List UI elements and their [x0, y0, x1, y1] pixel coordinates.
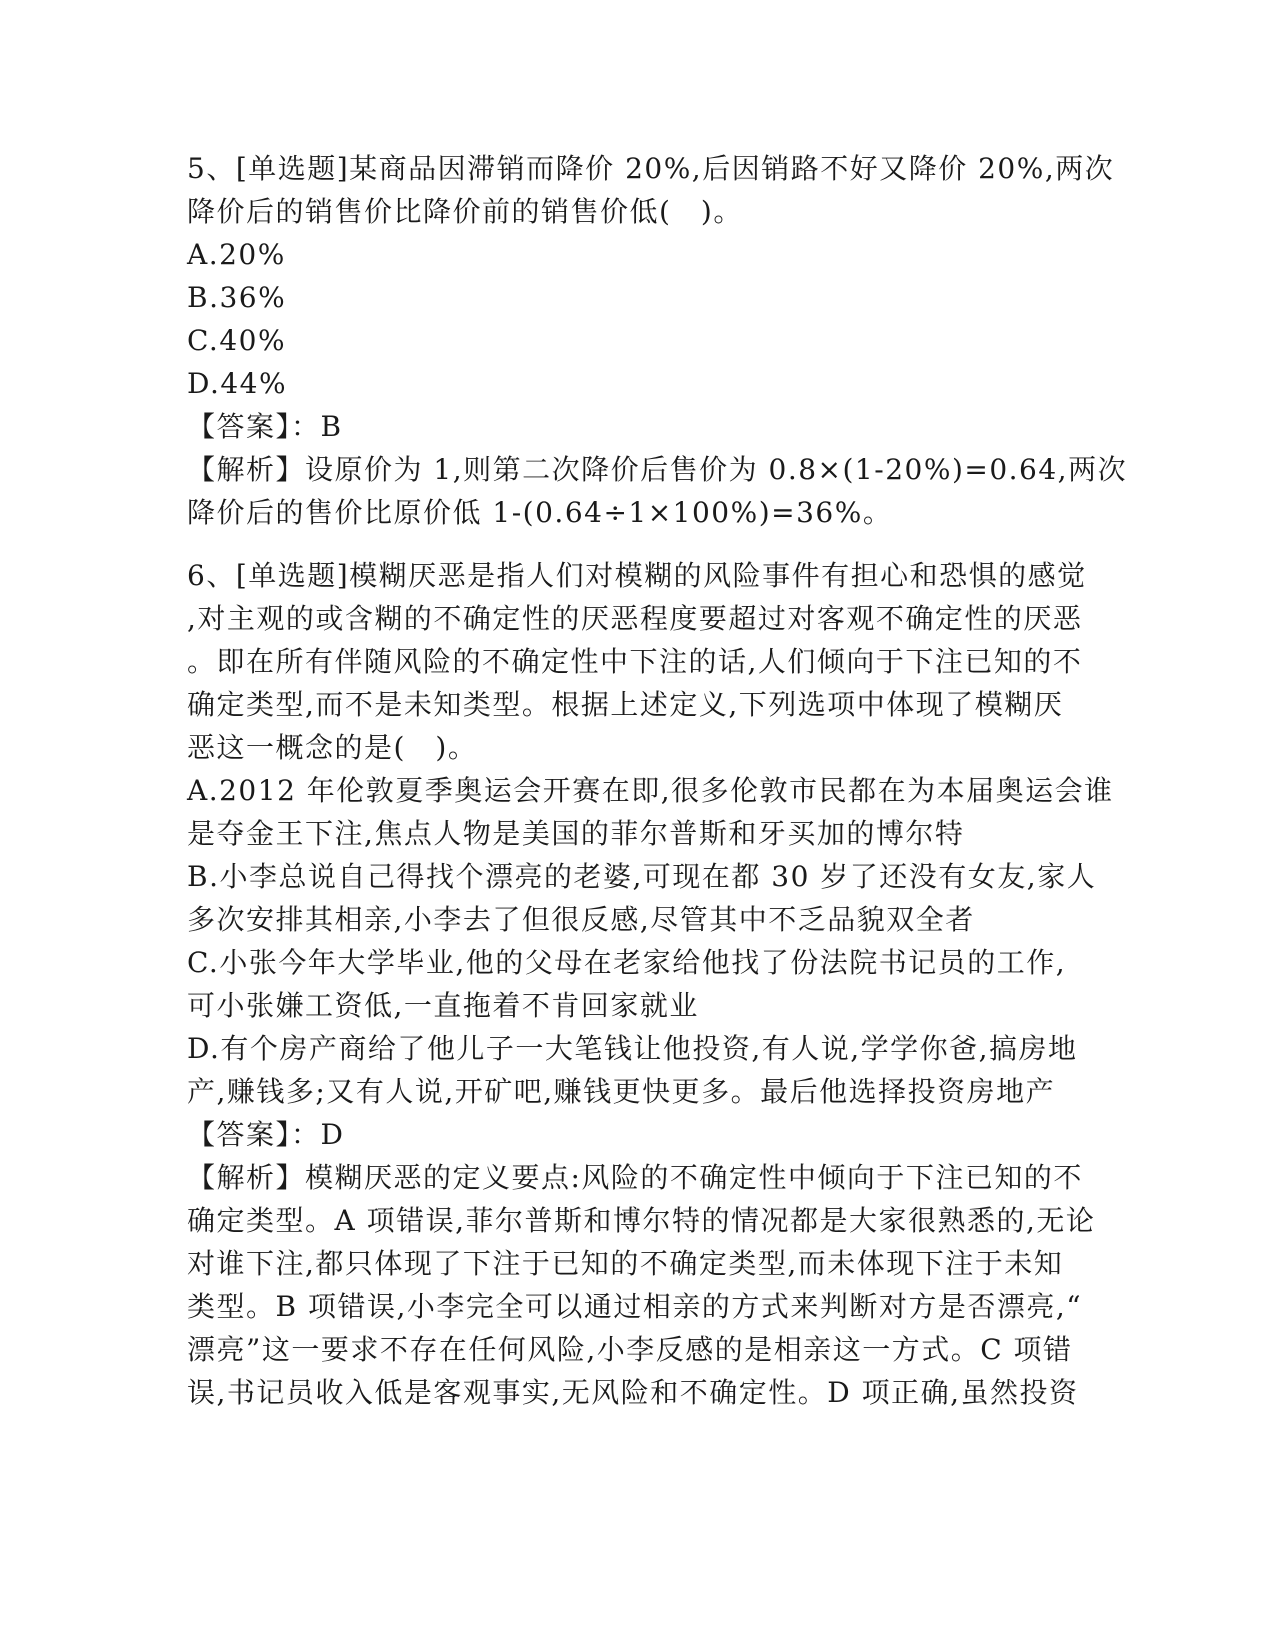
option-d: D.有个房产商给了他儿子一大笔钱让他投资,有人说,学学你爸,搞房地	[187, 1032, 1078, 1065]
option-c: C.40%	[187, 324, 287, 357]
answer-line: 【答案】：B	[187, 410, 343, 443]
question-spacer	[187, 534, 1087, 554]
analysis-line: 降价后的售价比原价低 1-(0.64÷1×100%)=36%。	[187, 496, 893, 529]
analysis-line: 类型。B 项错误,小李完全可以通过相亲的方式来判断对方是否漂亮,“	[187, 1290, 1083, 1323]
analysis-line: 【解析】设原价为 1,则第二次降价后售价为 0.8×(1-20%)=0.64,两次	[187, 453, 1128, 486]
option-c: C.小张今年大学毕业,他的父母在老家给他找了份法院书记员的工作,	[187, 946, 1067, 979]
question-stem-line: 5、[单选题]某商品因滞销而降价 20%,后因销路不好又降价 20%,两次	[187, 152, 1115, 185]
option-d-continued: 产,赚钱多;又有人说,开矿吧,赚钱更快更多。最后他选择投资房地产	[187, 1075, 1056, 1108]
option-c-continued: 可小张嫌工资低,一直拖着不肯回家就业	[187, 989, 699, 1022]
analysis-line: 漂亮”这一要求不存在任何风险,小李反感的是相亲这一方式。C 项错	[187, 1333, 1073, 1366]
analysis-line: 误,书记员收入低是客观事实,无风险和不确定性。D 项正确,虽然投资	[187, 1376, 1079, 1409]
option-b: B.36%	[187, 281, 287, 314]
question-stem-line: ,对主观的或含糊的不确定性的厌恶程度要超过对客观不确定性的厌恶	[187, 602, 1083, 635]
option-b-continued: 多次安排其相亲,小李去了但很反感,尽管其中不乏品貌双全者	[187, 903, 975, 936]
document-page	[187, 147, 1128, 1414]
answer-line: 【答案】：D	[187, 1118, 345, 1151]
option-a-continued: 是夺金王下注,焦点人物是美国的菲尔普斯和牙买加的博尔特	[187, 817, 965, 850]
analysis-line: 确定类型。A 项错误,菲尔普斯和博尔特的情况都是大家很熟悉的,无论	[187, 1204, 1096, 1237]
question-stem-line: 降价后的销售价比降价前的销售价低( )。	[187, 195, 743, 228]
option-b: B.小李总说自己得找个漂亮的老婆,可现在都 30 岁了还没有女友,家人	[187, 860, 1097, 893]
option-a: A.20%	[187, 238, 286, 271]
option-a: A.2012 年伦敦夏季奥运会开赛在即,很多伦敦市民都在为本届奥运会谁	[187, 774, 1114, 807]
question-stem-line: 恶这一概念的是( )。	[187, 731, 478, 764]
question-stem-line: 。即在所有伴随风险的不确定性中下注的话,人们倾向于下注已知的不	[187, 645, 1083, 678]
question-stem-line: 6、[单选题]模糊厌恶是指人们对模糊的风险事件有担心和恐惧的感觉	[187, 559, 1087, 592]
analysis-line: 对谁下注,都只体现了下注于已知的不确定类型,而未体现下注于未知	[187, 1247, 1064, 1280]
option-d: D.44%	[187, 367, 288, 400]
question-5	[187, 147, 1128, 534]
question-6	[187, 554, 1114, 1414]
analysis-line: 【解析】模糊厌恶的定义要点:风险的不确定性中倾向于下注已知的不	[187, 1161, 1083, 1194]
question-stem-line: 确定类型,而不是未知类型。根据上述定义,下列选项中体现了模糊厌	[187, 688, 1064, 721]
